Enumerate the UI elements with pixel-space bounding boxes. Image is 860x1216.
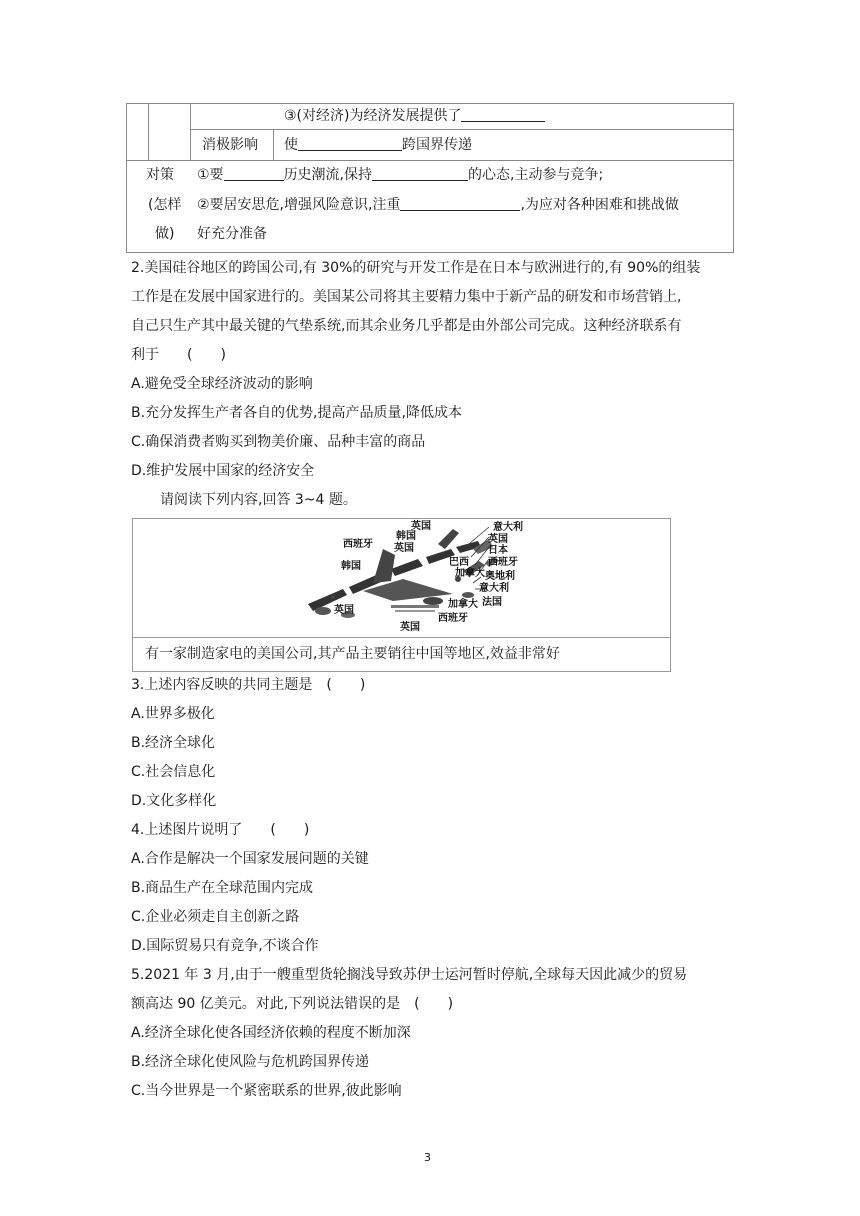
q3-option-b: B.经济全球化 bbox=[131, 735, 216, 751]
country-label: 韩国 bbox=[341, 561, 361, 572]
q4-option-a: A.合作是解决一个国家发展问题的关键 bbox=[131, 851, 369, 867]
table-label-negative: 消极影响 bbox=[202, 137, 258, 153]
country-label: 意大利 bbox=[493, 522, 523, 533]
q2-stem-line1: 2.美国硅谷地区的跨国公司,有 30%的研究与开发工作是在日本与欧洲进行的,有 90%的组装 bbox=[131, 260, 701, 276]
fill-blank bbox=[400, 196, 520, 211]
table-label-countermeasure-1: 对策 bbox=[146, 167, 174, 183]
figure-divider bbox=[133, 637, 670, 638]
country-label: 奥地利 bbox=[485, 571, 515, 582]
q3-option-a: A.世界多极化 bbox=[131, 706, 215, 722]
q5-option-c: C.当今世界是一个紧密联系的世界,彼此影响 bbox=[131, 1083, 402, 1099]
table-row-negative: 使 跨国界传递 bbox=[284, 137, 472, 153]
q4-option-b: B.商品生产在全球范围内完成 bbox=[131, 880, 314, 896]
q4-stem: 4.上述图片说明了 ( ) bbox=[131, 822, 310, 838]
fill-blank bbox=[224, 166, 284, 181]
figure-box bbox=[132, 518, 671, 672]
country-label: 英国 bbox=[488, 534, 508, 545]
q2-option-d: D.维护发展中国家的经济安全 bbox=[131, 463, 315, 479]
country-label: 英国 bbox=[411, 521, 431, 532]
q3-option-c: C.社会信息化 bbox=[131, 764, 216, 780]
fill-blank bbox=[298, 136, 402, 151]
q5-stem-line1: 5.2021 年 3 月,由于一艘重型货轮搁浅导致苏伊士运河暂时停航,全球每天因此减少的贸易 bbox=[131, 967, 688, 983]
country-label: 法国 bbox=[482, 597, 502, 608]
q2-stem-line4: 利于 ( ) bbox=[131, 347, 226, 363]
country-label: 日本 bbox=[488, 545, 508, 556]
country-label: 巴西 bbox=[449, 557, 469, 568]
country-label: 西班牙 bbox=[343, 539, 373, 550]
q2-stem-line2: 工作是在发展中国家进行的。美国某公司将其主要精力集中于新产品的研发和市场营销上, bbox=[131, 289, 682, 305]
fill-blank bbox=[461, 107, 545, 122]
country-label: 西班牙 bbox=[438, 613, 468, 624]
page-number: 3 bbox=[424, 1151, 431, 1164]
q3-option-d: D.文化多样化 bbox=[131, 793, 217, 809]
q4-option-c: C.企业必须走自主创新之路 bbox=[131, 909, 300, 925]
table-countermeasure-line3: 好充分准备 bbox=[197, 226, 267, 242]
country-label: 英国 bbox=[334, 605, 354, 616]
q3-4-intro: 请阅读下列内容,回答 3~4 题。 bbox=[160, 492, 357, 508]
country-label: 加拿大 bbox=[448, 599, 478, 610]
q5-option-b: B.经济全球化使风险与危机跨国界传递 bbox=[131, 1054, 370, 1070]
country-label: 意大利 bbox=[479, 583, 509, 594]
table-label-countermeasure-2: (怎样 bbox=[148, 197, 182, 213]
q4-option-d: D.国际贸易只有竞争,不谈合作 bbox=[131, 938, 319, 954]
q3-stem: 3.上述内容反映的共同主题是 ( ) bbox=[131, 677, 366, 693]
country-label: 韩国 bbox=[396, 531, 416, 542]
table-row-positive-3: ③(对经济)为经济发展提供了 bbox=[284, 107, 545, 125]
country-label: 西班牙 bbox=[488, 557, 518, 568]
table-countermeasure-line2: ②要居安思危,增强风险意识,注重 ,为应对各种困难和挑战做 bbox=[197, 197, 679, 213]
table-label-countermeasure-3: 做) bbox=[155, 226, 175, 242]
country-label: 加拿大 bbox=[455, 568, 485, 579]
q2-option-b: B.充分发挥生产者各自的优势,提高产品质量,降低成本 bbox=[131, 405, 462, 421]
table-countermeasure-line1: ①要 历史潮流,保持 的心态,主动参与竞争; bbox=[197, 167, 604, 183]
fill-blank bbox=[372, 166, 468, 181]
q5-option-a: A.经济全球化使各国经济依赖的程度不断加深 bbox=[131, 1025, 411, 1041]
q2-option-c: C.确保消费者购买到物美价廉、品种丰富的商品 bbox=[131, 434, 426, 450]
figure-caption: 有一家制造家电的美国公司,其产品主要销往中国等地区,效益非常好 bbox=[145, 646, 560, 662]
country-label: 英国 bbox=[394, 543, 414, 554]
country-label: 英国 bbox=[400, 622, 420, 633]
q2-stem-line3: 自己只生产其中最关键的气垫系统,而其余业务几乎都是由外部公司完成。这种经济联系有 bbox=[131, 318, 682, 334]
q5-stem-line2: 额高达 90 亿美元。对此,下列说法错误的是 ( ) bbox=[131, 996, 454, 1012]
q2-option-a: A.避免受全球经济波动的影响 bbox=[131, 376, 313, 392]
